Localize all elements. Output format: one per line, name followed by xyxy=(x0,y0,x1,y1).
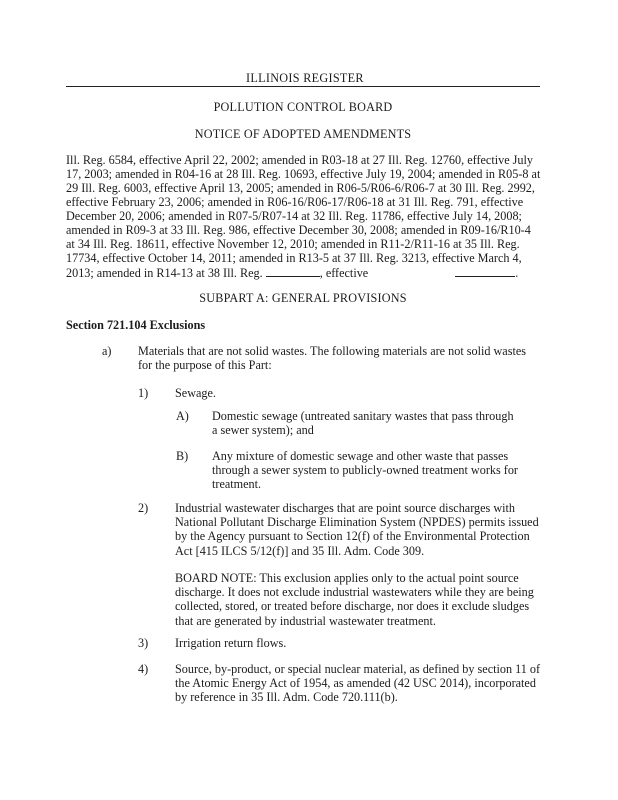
item-1-label: 1) xyxy=(138,386,149,400)
item-B-text: Any mixture of domestic sewage and other waste that passes through a sewer system to publicly-owned treatment works for treatment. xyxy=(212,449,518,492)
item-4-text: Source, by-product, or special nuclear material, as defined by section 11 of the Atomic Energy Act of 1954, as amended (42 USC 2014), incorporated by reference in 35 Ill. Adm. Code 720.111(b). xyxy=(175,662,541,705)
item-a-label: a) xyxy=(102,344,112,358)
source-note-line: amended in R09-3 at 33 Ill. Reg. 986, effective December 30, 2008; amended in R09-16/R10-4 xyxy=(66,223,531,237)
item-A-text: Domestic sewage (untreated sanitary wastes that pass through a sewer system); and xyxy=(212,409,514,438)
item-3-label: 3) xyxy=(138,636,149,650)
source-note-line: December 20, 2006; amended in R07-5/R07-14 at 32 Ill. Reg. 11786, effective July 14, 2008; xyxy=(66,209,522,223)
effective-date-blank xyxy=(455,265,515,277)
source-note-end: . xyxy=(515,266,519,280)
source-note-line: 29 Ill. Reg. 6003, effective April 13, 2005; amended in R06-5/R06-6/R06-7 at 30 Ill. Reg. 2992, xyxy=(66,181,535,195)
agency-title: POLLUTION CONTROL BOARD xyxy=(213,100,393,114)
source-note xyxy=(66,153,546,280)
item-a-text: Materials that are not solid wastes. The following materials are not solid wastes for the purpose of this Part: xyxy=(138,344,526,373)
item-1-text: Sewage. xyxy=(175,386,216,400)
source-note-effective: , effective xyxy=(319,266,369,280)
source-note-last-prefix: 2013; amended in R14-13 at 38 Ill. Reg. xyxy=(66,266,263,280)
board-note: BOARD NOTE: This exclusion applies only to the actual point source discharge. It does not exclude industrial wastewaters while they are being collected, stored, or treated before discharge, nor does it exclude sludges that are generated by industrial wastewater treatment. xyxy=(175,571,534,628)
register-title: ILLINOIS REGISTER xyxy=(246,71,364,85)
item-B-label: B) xyxy=(176,449,189,463)
item-A-label: A) xyxy=(176,409,189,423)
source-note-line: 17734, effective October 14, 2011; amended in R13-5 at 37 Ill. Reg. 3213, effective March 4, xyxy=(66,251,522,265)
source-note-line: 17, 2003; amended in R04-16 at 28 Ill. Reg. 10693, effective July 19, 2004; amended in R05-8 at xyxy=(66,167,541,181)
item-2-label: 2) xyxy=(138,501,149,515)
header-rule xyxy=(66,86,540,87)
source-note-last-line xyxy=(66,265,546,280)
section-heading: Section 721.104 Exclusions xyxy=(66,318,206,332)
register-page-blank xyxy=(266,265,320,277)
item-4-label: 4) xyxy=(138,662,149,676)
notice-title: NOTICE OF ADOPTED AMENDMENTS xyxy=(194,127,412,141)
source-note-line: effective February 23, 2006; amended in R06-16/R06-17/R06-18 at 31 Ill. Reg. 791, effective xyxy=(66,195,524,209)
subpart-heading: SUBPART A: GENERAL PROVISIONS xyxy=(199,291,407,305)
item-2-text: Industrial wastewater discharges that are point source discharges with National Pollutant Discharge Elimination System (NPDES) permits issued by the Agency pursuant to Section 12(f) of the Environmental Protection Act [415 ILCS 5/12(f)] and 35 Ill. Adm. Code 309. xyxy=(175,501,539,558)
source-note-line: Ill. Reg. 6584, effective April 22, 2002; amended in R03-18 at 27 Ill. Reg. 12760, effective July xyxy=(66,153,533,167)
item-3-text: Irrigation return flows. xyxy=(175,636,287,650)
source-note-line: at 34 Ill. Reg. 18611, effective November 12, 2010; amended in R11-2/R11-16 at 35 Ill. Reg. xyxy=(66,237,520,251)
